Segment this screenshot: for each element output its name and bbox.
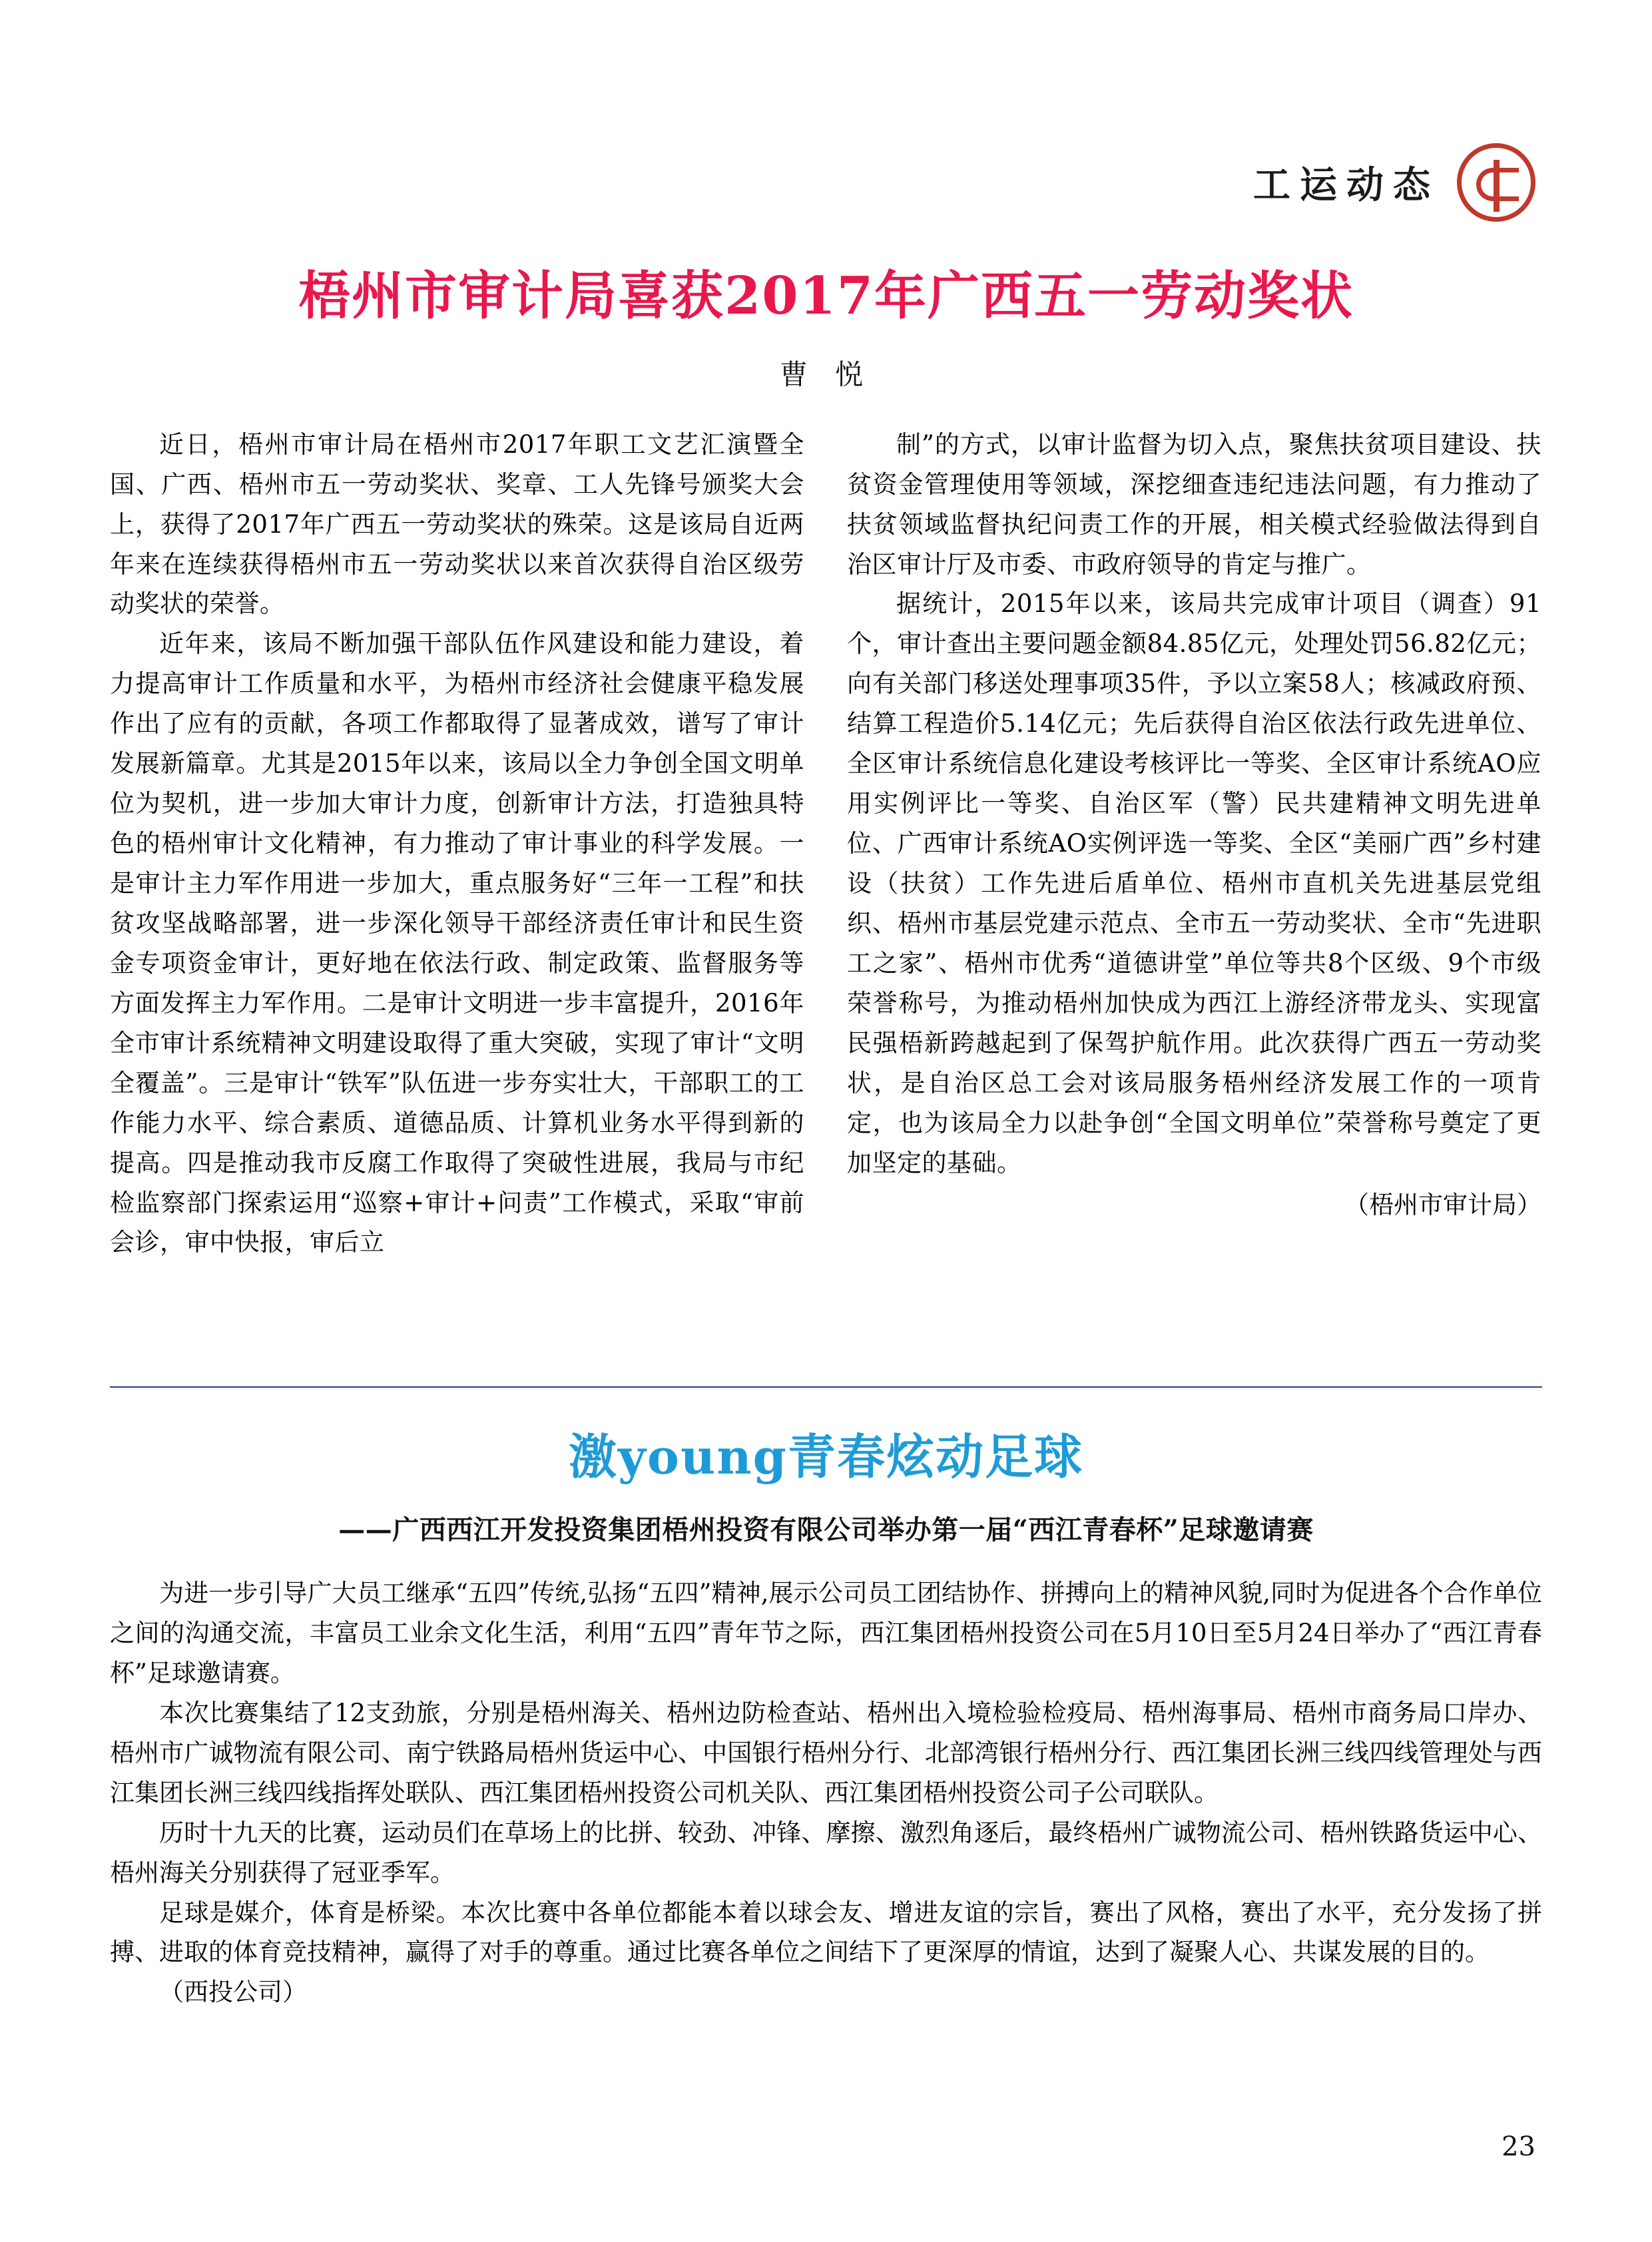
article1-title: 梧州市审计局喜获2017年广西五一劳动奖状 <box>298 266 1354 326</box>
article1-right-column <box>847 425 1541 1263</box>
paragraph: 足球是媒介，体育是桥梁。本次比赛中各单位都能本着以球会友、增进友谊的宗旨，赛出了风格，赛出了水平，充分发扬了拼搏、进取的体育竞技精神，赢得了对手的尊重。通过比赛各单位之间结下了更深厚的情谊，达到了凝聚人心、共谋发展的目的。 <box>110 1898 1542 1967</box>
article-audit-bureau <box>110 266 1542 1262</box>
section-divider <box>110 1386 1542 1388</box>
article2-subtitle: ——广西西江开发投资集团梧州投资有限公司举办第一届“西江青春杯”足球邀请赛 <box>338 1514 1314 1545</box>
masthead <box>1253 143 1535 222</box>
article1-left-column <box>110 425 804 1263</box>
paragraph: 历时十九天的比赛，运动员们在草场上的比拼、较劲、冲锋、摩擦、激烈角逐后，最终梧州广诚物流公司、梧州铁路货运中心、梧州海关分别获得了冠亚季军。 <box>110 1818 1542 1887</box>
article-football-invitational <box>110 1418 1542 2012</box>
paragraph: 近年来，该局不断加强干部队伍作风建设和能力建设，着力提高审计工作质量和水平，为梧州市经济社会健康平稳发展作出了应有的贡献，各项工作都取得了显著成效，谱写了审计发展新篇章。尤其是2015年以来，该局以全力争创全国文明单位为契机，进一步加大审计力度，创新审计方法，打造独具特色的梧州审计文化精神，有力推动了审计事业的科学发展。一是审计主力军作用进一步加大，重点服务好“三年一工程”和扶贫攻坚战略部署，进一步深化领导干部经济责任审计和民生资金专项资金审计，更好地在依法行政、制定政策、监督服务等方面发挥主力军作用。二是审计文明进一步丰富提升，2016年全市审计系统精神文明建设取得了重大突破，实现了审计“文明全覆盖”。三是审计“铁军”队伍进一步夯实壮大，干部职工的工作能力水平、综合素质、道德品质、计算机业务水平得到新的提高。四是推动我市反腐工作取得了突破性进展，我局与市纪检监察部门探索运用“巡察+审计+问责”工作模式，采取“审前会诊，审中快报，审后立 <box>110 629 804 1257</box>
article2-body <box>110 1573 1542 2012</box>
article2-title: 激young青春炫动足球 <box>569 1428 1083 1485</box>
paragraph: 据统计，2015年以来，该局共完成审计项目（调查）91个，审计查出主要问题金额84.85亿元，处理处罚56.82亿元；向有关部门移送处理事项35件，予以立案58人；核减政府预、结算工程造价5.14亿元；先后获得自治区依法行政先进单位、全区审计系统信息化建设考核评比一等奖、全区审计系统AO应用实例评比一等奖、自治区军（警）民共建精神文明先进单位、广西审计系统AO实例评选一等奖、全区“美丽广西”乡村建设（扶贫）工作先进后盾单位、梧州市直机关先进基层党组织、梧州市基层党建示范点、全市五一劳动奖状、全市“先进职工之家”、梧州市优秀“道德讲堂”单位等共8个区级、9个市级荣誉称号，为推动梧州加快成为西江上游经济带龙头、实现富民强梧新跨越起到了保驾护航作用。此次获得广西五一劳动奖状，是自治区总工会对该局服务梧州经济发展工作的一项肯定，也为该局全力以赴争创“全国文明单位”荣誉称号奠定了更加坚定的基础。 <box>847 589 1541 1177</box>
article2-signature: （西投公司） <box>159 1978 307 2007</box>
article1-signature: （梧州市审计局） <box>1344 1190 1541 1219</box>
article1-author: 曹 悦 <box>779 358 873 391</box>
union-emblem-icon <box>1457 143 1535 222</box>
masthead-title: 工运动态 <box>1253 163 1440 207</box>
article1-columns <box>110 425 1542 1263</box>
page-number: 23 <box>1502 2131 1535 2162</box>
paragraph: 制”的方式，以审计监督为切入点，聚焦扶贫项目建设、扶贫资金管理使用等领域，深挖细查违纪违法问题，有力推动了扶贫领域监督执纪问责工作的开展，相关模式经验做法得到自治区审计厅及市委、市政府领导的肯定与推广。 <box>847 429 1541 579</box>
paragraph: 为进一步引导广大员工继承“五四”传统,弘扬“五四”精神,展示公司员工团结协作、拼搏向上的精神风貌,同时为促进各个合作单位之间的沟通交流，丰富员工业余文化生活，利用“五四”青年节之际，西江集团梧州投资公司在5月10日至5月24日举办了“西江青春杯”足球邀请赛。 <box>110 1579 1542 1687</box>
paragraph: 近日，梧州市审计局在梧州市2017年职工文艺汇演暨全国、广西、梧州市五一劳动奖状、奖章、工人先锋号颁奖大会上，获得了2017年广西五一劳动奖状的殊荣。这是该局自近两年来在连续获得梧州市五一劳动奖状以来首次获得自治区级劳动奖状的荣誉。 <box>110 429 804 619</box>
paragraph: 本次比赛集结了12支劲旅，分别是梧州海关、梧州边防检查站、梧州出入境检验检疫局、梧州海事局、梧州市商务局口岸办、梧州市广诚物流有限公司、南宁铁路局梧州货运中心、中国银行梧州分行、北部湾银行梧州分行、西江集团长洲三线四线管理处与西江集团长洲三线四线指挥处联队、西江集团梧州投资公司机关队、西江集团梧州投资公司子公司联队。 <box>110 1698 1542 1807</box>
